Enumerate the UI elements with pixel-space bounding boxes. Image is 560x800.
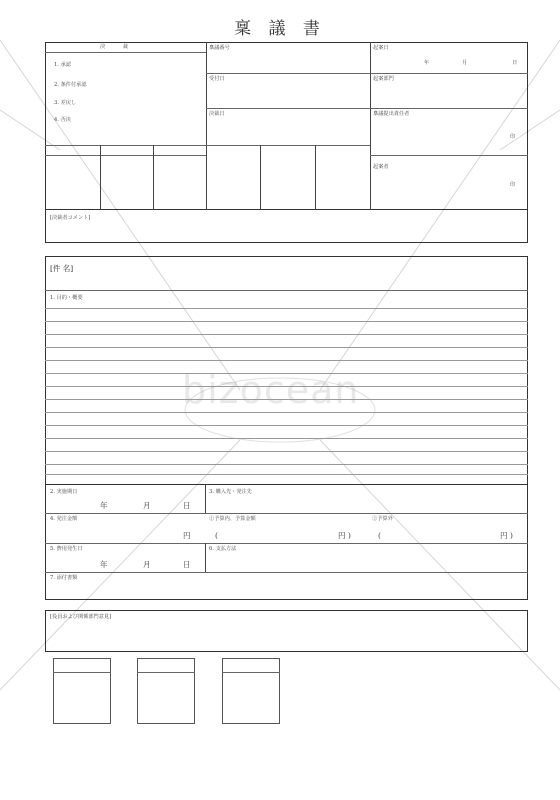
approval-option-3: 3. 差戻し	[54, 100, 77, 106]
received-date-label: 受付日	[209, 76, 225, 82]
budget-out-yen: 円	[500, 531, 508, 540]
seal-box-1[interactable]	[53, 658, 111, 724]
applicant-label: 稟議提出責任者	[373, 111, 410, 117]
drafter-label: 起案者	[373, 164, 389, 170]
officer-comment-box[interactable]	[45, 610, 528, 652]
approval-header: 決 裁	[100, 44, 137, 50]
approval-option-4: 4. 否決	[54, 117, 71, 123]
payment-label: 6. 支払方法	[209, 546, 237, 552]
impl-year: 年	[100, 501, 108, 510]
expense-month: 月	[143, 560, 151, 569]
approval-section	[45, 42, 528, 210]
purpose-label: 1. 目的・概要	[50, 295, 83, 301]
document-title: 稟 議 書	[234, 19, 326, 39]
amount-label: 4. 発注金額	[50, 516, 78, 522]
amount-yen: 円	[183, 531, 191, 540]
vendor-label: 3. 購入先・発注先	[209, 489, 252, 495]
request-date-label: 起案日	[373, 45, 389, 51]
decision-date-label: 決裁日	[209, 111, 225, 117]
budget-out-open: (	[378, 531, 381, 540]
request-day: 日	[512, 60, 518, 66]
applicant-seal: 印	[510, 134, 516, 140]
budget-out-label: ②予算外	[372, 516, 393, 522]
seal-box-3[interactable]	[222, 658, 280, 724]
attachments-label: 7. 添付書類	[50, 575, 78, 581]
approval-option-2: 2. 条件付承認	[54, 82, 87, 88]
expense-date-label: 5. 費用発生日	[50, 546, 83, 552]
expense-day: 日	[183, 560, 191, 569]
budget-in-close: )	[348, 531, 351, 540]
budget-in-yen: 円	[338, 531, 346, 540]
watermark-text: bizocean	[182, 368, 360, 412]
impl-month: 月	[143, 501, 151, 510]
budget-out-close: )	[510, 531, 513, 540]
budget-in-open: (	[215, 531, 218, 540]
ringi-no-label: 稟議番号	[209, 45, 230, 51]
budget-in-label: ①予算内、予算金額	[209, 516, 256, 522]
subject-label: [件 名]	[50, 264, 74, 273]
expense-year: 年	[100, 560, 108, 569]
drafter-seal: 印	[510, 182, 516, 188]
approver-comment-box[interactable]	[45, 210, 528, 243]
officer-comment-label: [役員および関係部門意見]	[50, 614, 112, 620]
request-year: 年	[424, 60, 430, 66]
impl-date-label: 2. 実施期日	[50, 489, 78, 495]
impl-day: 日	[183, 501, 191, 510]
department-label: 起案部門	[373, 76, 394, 82]
request-month: 月	[462, 60, 468, 66]
approver-comment-label: [決裁者コメント]	[50, 215, 91, 221]
seal-box-2[interactable]	[137, 658, 195, 724]
approval-option-1: 1. 承認	[54, 62, 71, 68]
